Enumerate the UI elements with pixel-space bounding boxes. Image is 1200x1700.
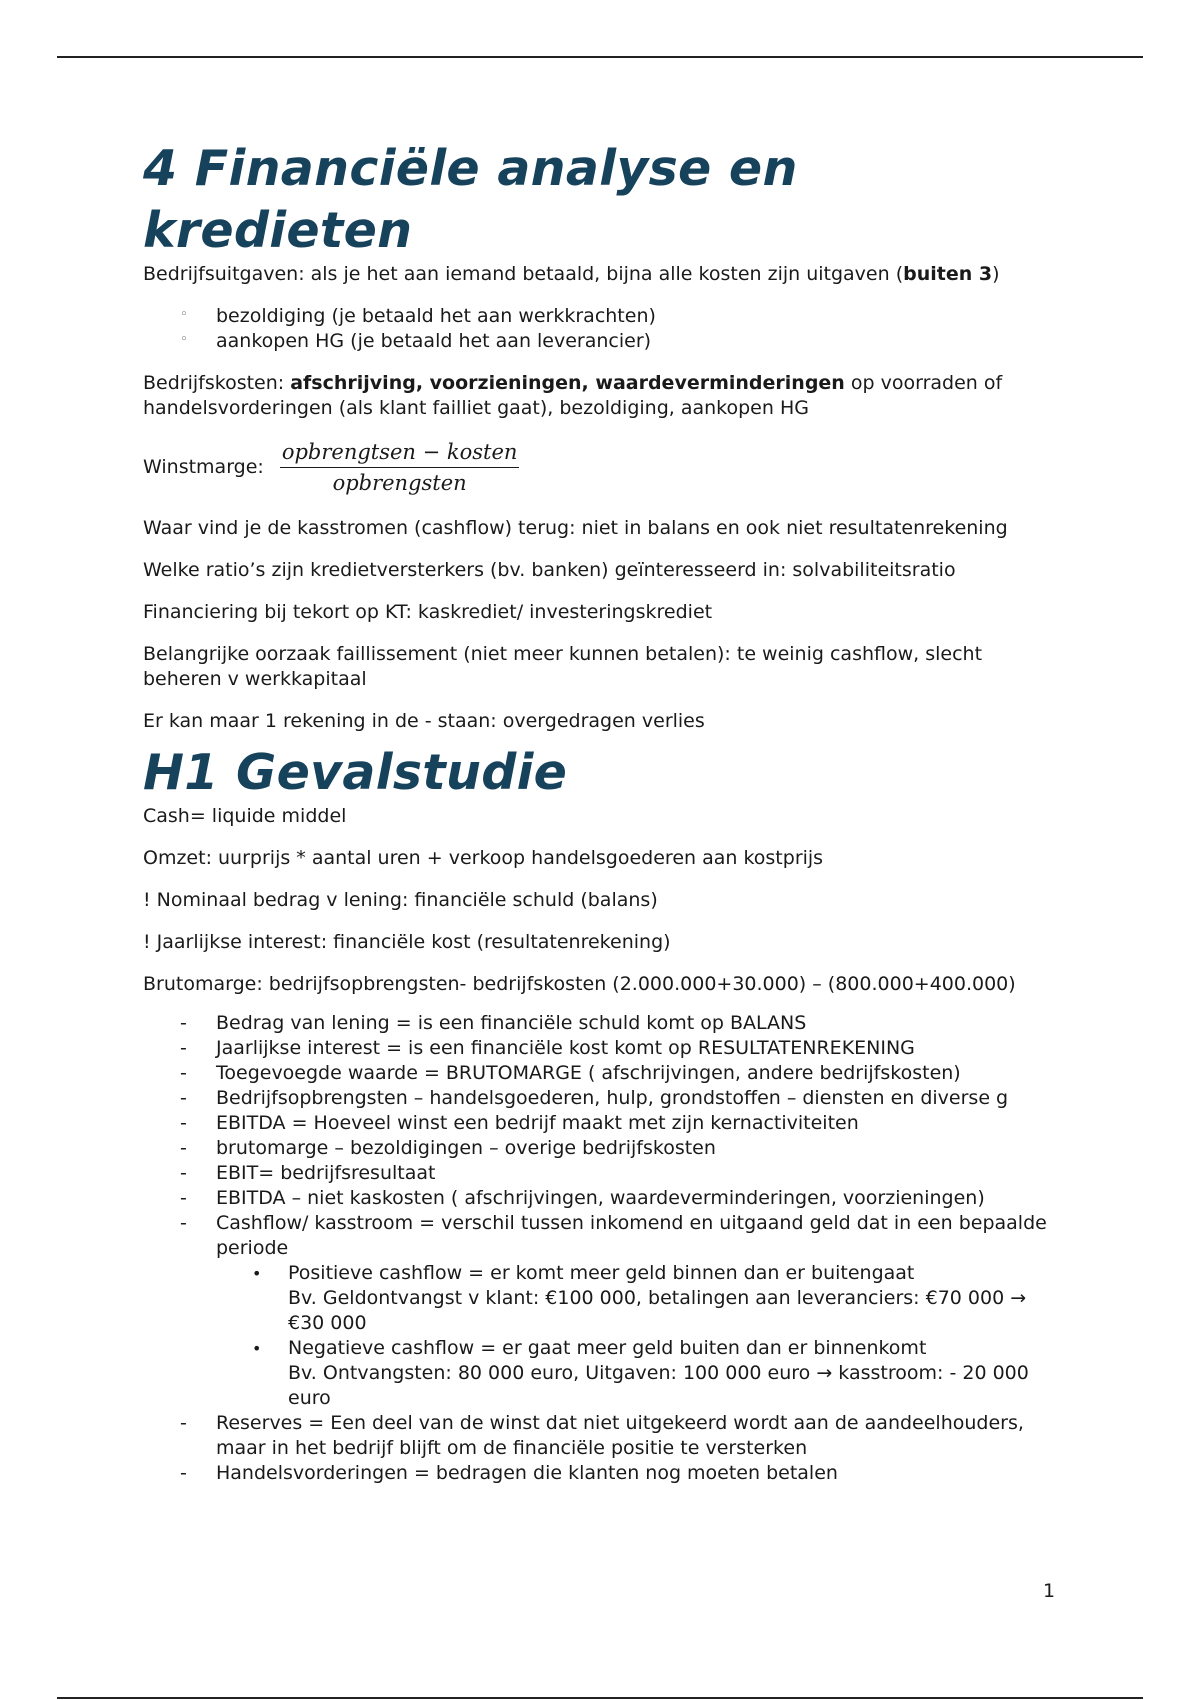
paragraph-omzet: Omzet: uurprijs * aantal uren + verkoop handelsgoederen aan kostprijs: [143, 847, 824, 869]
list-item-text: Bedrijfsopbrengsten – handelsgoederen, hulp, grondstoffen – diensten en diverse g: [216, 1087, 1009, 1109]
definitions-list: [143, 1011, 1063, 1486]
list-item: [143, 1036, 1063, 1061]
dash-bullet-icon: -: [180, 1212, 187, 1234]
circle-bullet-icon: ◦: [180, 332, 188, 347]
list-item-text: aankopen HG (je betaald het aan leverancier): [216, 330, 652, 352]
list-item-cashflow: [143, 1211, 1063, 1411]
list-item-text: Cashflow/ kasstroom = verschil tussen inkomend en uitgaand geld dat in een bepaalde periode: [216, 1212, 1047, 1259]
fraction-denominator: opbrengsten: [332, 471, 467, 495]
uitgaven-list: [143, 304, 1063, 354]
list-item: [143, 1186, 1063, 1211]
paragraph-financiering: Financiering bij tekort op KT: kaskrediet/ investeringskrediet: [143, 601, 713, 623]
list-item: [143, 1161, 1063, 1186]
list-item: [143, 1411, 1063, 1461]
paragraph-kasstromen: Waar vind je de kasstromen (cashflow) terug: niet in balans en ook niet resultatenrekening: [143, 517, 1008, 539]
dash-bullet-icon: -: [180, 1037, 187, 1059]
dash-bullet-icon: -: [180, 1062, 187, 1084]
list-item-text: EBIT= bedrijfsresultaat: [216, 1162, 436, 1184]
list-item: [143, 329, 1063, 354]
list-item: [143, 1461, 1063, 1486]
paragraph-ratios: Welke ratio’s zijn kredietversterkers (bv. banken) geïnteresseerd in: solvabiliteitsratio: [143, 559, 956, 581]
paragraph-brutomarge: Brutomarge: bedrijfsopbrengsten- bedrijfskosten (2.000.000+30.000) – (800.000+400.000): [143, 973, 1016, 995]
list-item-text: Bedrag van lening = is een financiële schuld komt op BALANS: [216, 1012, 807, 1034]
list-item: [143, 304, 1063, 329]
paragraph-overgedragen-verlies: Er kan maar 1 rekening in de - staan: overgedragen verlies: [143, 710, 705, 732]
sub-item-text: Positieve cashflow = er komt meer geld binnen dan er buitengaat: [288, 1262, 915, 1284]
winstmarge-formula: [143, 438, 1063, 497]
bullet-icon: •: [252, 1264, 262, 1283]
list-item-text: Jaarlijkse interest = is een financiële kost komt op RESULTATENREKENING: [216, 1037, 915, 1059]
footer-rule: [57, 1697, 1143, 1699]
fraction-numerator: opbrengtsen − kosten: [280, 438, 520, 468]
list-item-text: Handelsvorderingen = bedragen die klanten nog moeten betalen: [216, 1462, 838, 1484]
fraction: [280, 438, 520, 497]
dash-bullet-icon: -: [180, 1462, 187, 1484]
section-heading-gevalstudie: H1 Gevalstudie: [143, 744, 568, 801]
list-item-text: EBITDA = Hoeveel winst een bedrijf maakt met zijn kernactiviteiten: [216, 1112, 859, 1134]
dash-bullet-icon: -: [180, 1162, 187, 1184]
bold-text: buiten 3: [903, 263, 993, 285]
paragraph-faillissement: Belangrijke oorzaak faillissement (niet meer kunnen betalen): te weinig cashflow, slecht beheren v werkkapitaal: [143, 643, 983, 690]
list-item-text: Reserves = Een deel van de winst dat niet uitgekeerd wordt aan de aandeelhouders, maar in het bedrijf blijft om de financiële positie te versterken: [216, 1412, 1024, 1459]
list-item: [143, 1086, 1063, 1111]
header-rule: [57, 56, 1143, 58]
list-item-text: brutomarge – bezoldigingen – overige bedrijfskosten: [216, 1137, 716, 1159]
sub-item-example: Bv. Ontvangsten: 80 000 euro, Uitgaven: 100 000 euro → kasstroom: - 20 000 euro: [288, 1362, 1029, 1409]
text-span: Bedrijfsuitgaven: als je het aan iemand betaald, bijna alle kosten zijn uitgaven (: [143, 263, 904, 285]
page-number: 1: [1043, 1580, 1056, 1602]
sub-list-item: [216, 1336, 1063, 1411]
list-item: [143, 1136, 1063, 1161]
dash-bullet-icon: -: [180, 1412, 187, 1434]
dash-bullet-icon: -: [180, 1012, 187, 1034]
document-body: [143, 138, 1063, 1486]
sub-item-example: Bv. Geldontvangst v klant: €100 000, betalingen aan leveranciers: €70 000 → €30 000: [288, 1287, 1027, 1334]
list-item: [143, 1061, 1063, 1086]
formula-label: Winstmarge:: [143, 456, 264, 478]
paragraph-bedrijfsuitgaven: [143, 262, 1063, 287]
bold-text: afschrijving, voorzieningen, waardeverminderingen: [290, 372, 845, 394]
bullet-icon: •: [252, 1339, 262, 1358]
paragraph-cash: Cash= liquide middel: [143, 805, 347, 827]
list-item: [143, 1111, 1063, 1136]
paragraph-jaarlijkse-interest: ! Jaarlijkse interest: financiële kost (resultatenrekening): [143, 931, 671, 953]
sub-item-text: Negatieve cashflow = er gaat meer geld buiten dan er binnenkomt: [288, 1337, 927, 1359]
list-item-text: Toegevoegde waarde = BRUTOMARGE ( afschrijvingen, andere bedrijfskosten): [216, 1062, 961, 1084]
text-span: Bedrijfskosten:: [143, 372, 291, 394]
section-heading-financiele-analyse: 4 Financiële analyse en kredieten: [143, 140, 798, 259]
dash-bullet-icon: -: [180, 1137, 187, 1159]
paragraph-bedrijfskosten: [143, 371, 1063, 421]
text-span: ): [992, 263, 1000, 285]
dash-bullet-icon: -: [180, 1187, 187, 1209]
list-item-text: EBITDA – niet kaskosten ( afschrijvingen, waardeverminderingen, voorzieningen): [216, 1187, 985, 1209]
text-span: op voorraden of handelsvorderingen (als klant failliet gaat), bezoldiging, aankopen HG: [143, 372, 1003, 419]
circle-bullet-icon: ◦: [180, 307, 188, 322]
list-item: [143, 1011, 1063, 1036]
sub-list-item: [216, 1261, 1063, 1336]
list-item-text: bezoldiging (je betaald het aan werkkrachten): [216, 305, 656, 327]
dash-bullet-icon: -: [180, 1112, 187, 1134]
dash-bullet-icon: -: [180, 1087, 187, 1109]
paragraph-nominaal-bedrag: ! Nominaal bedrag v lening: financiële schuld (balans): [143, 889, 658, 911]
cashflow-sublist: [216, 1261, 1063, 1411]
